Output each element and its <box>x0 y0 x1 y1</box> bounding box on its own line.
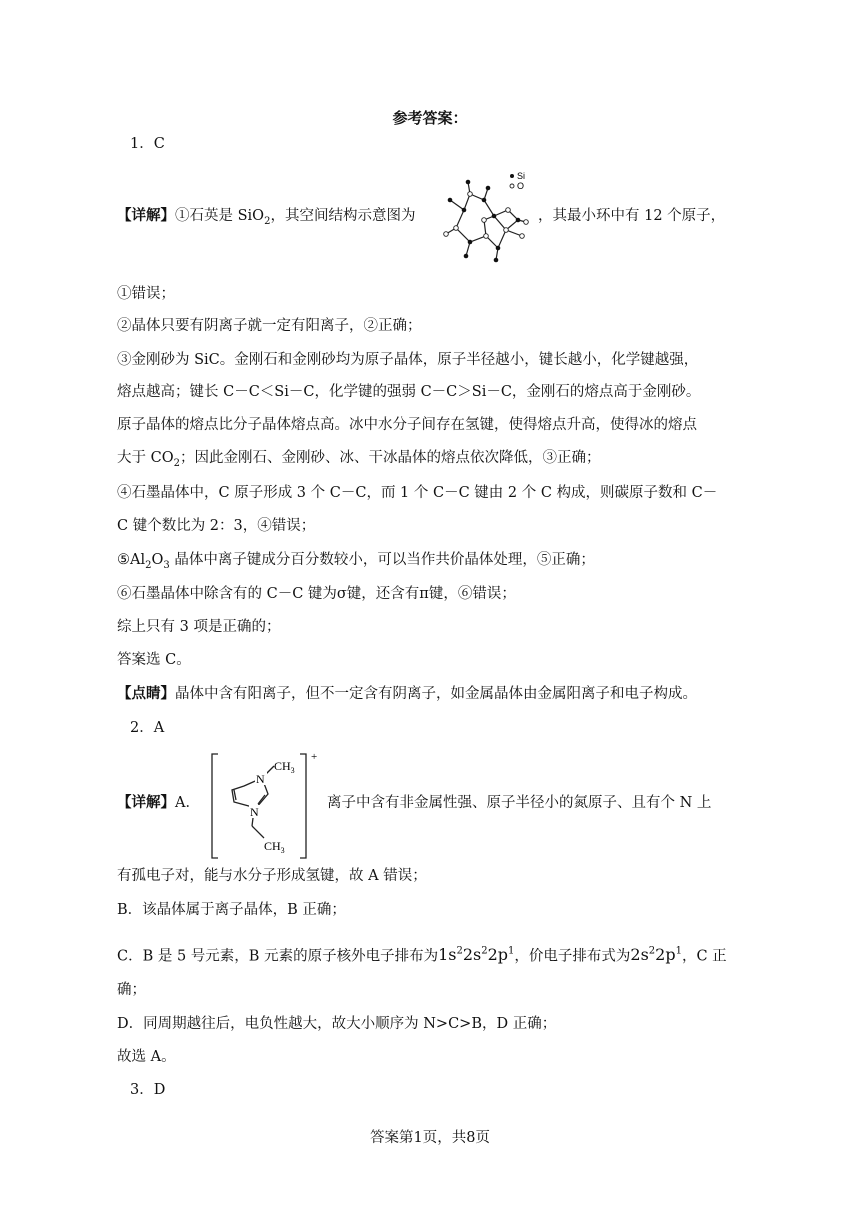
config-full: $1s^22s^22p^1$ <box>438 945 515 965</box>
q1-line-9b: O <box>151 552 164 568</box>
ion-n2-label: N <box>250 805 259 819</box>
page-footer: 答案第1页，共8页 <box>370 1130 490 1146</box>
q2-line-4: 确； <box>117 982 146 998</box>
q2-line-3b: ，价电子排布式为 <box>514 948 631 965</box>
q1-line-8: C 键个数比为 2：3，④错误； <box>117 518 316 534</box>
q1-line-1: ①错误； <box>117 286 175 302</box>
imidazolium-ion-structure <box>208 752 324 860</box>
legend-si: Si <box>517 171 526 181</box>
q2-detail-line <box>117 793 200 813</box>
q2-line-5: D．同周期越往后，电负性越大，故大小顺序为 N>C>B，D 正确； <box>117 1016 557 1032</box>
ion-ch3-bottom: $CH_3$ <box>264 839 285 855</box>
detail-label: 【详解】 <box>117 794 175 811</box>
q2-line-3c: ，C 正 <box>681 948 727 965</box>
q2-line-3 <box>117 942 727 966</box>
q2-line-2: B．该晶体属于离子晶体，B 正确； <box>117 902 346 918</box>
q1-line-9sub2: 3 <box>163 559 170 571</box>
q2-line-3a: C．B 是 5 号元素，B 元素的原子核外电子排布为 <box>117 948 439 965</box>
note-label: 【点睛】 <box>117 685 175 702</box>
q2-answer: 2．A <box>130 720 165 736</box>
q1-line-12: 答案选 C。 <box>117 652 191 668</box>
ion-ch3-top: $CH_3$ <box>274 759 295 775</box>
ion-charge: + <box>311 752 318 763</box>
q1-line-6sub: 2 <box>173 457 180 469</box>
q1-line-11: 综上只有 3 项是正确的； <box>117 619 281 635</box>
page-title: 参考答案： <box>392 109 468 127</box>
q1-line-10: ⑥石墨晶体中除含有的 C－C 键为σ键，还含有π键，⑥错误； <box>117 586 516 602</box>
q2-detail-text: 离子中含有非金属性强、原子半径小的氮原子、且有个 N 上 <box>327 795 712 811</box>
sio2-structure-diagram <box>440 170 530 265</box>
q1-line-3: ③金刚砂为 SiC。金刚石和金刚砂均为原子晶体，原子半径越小，键长越小，化学键越强， <box>117 352 699 368</box>
q1-line-6 <box>117 448 600 474</box>
q1-note-text: 晶体中含有阳离子，但不一定含有阴离子，如金属晶体由金属阳离子和电子构成。 <box>175 686 697 702</box>
q1-line-6b: ；因此金刚石、金刚砂、冰、干冰晶体的熔点依次降低，③正确； <box>179 450 601 466</box>
ion-n1-label: N <box>256 772 265 786</box>
q3-answer: 3．D <box>130 1082 166 1098</box>
q1-detail-text-b: ，其空间结构示意图为 <box>270 208 416 224</box>
config-valence: $2s^22p^1$ <box>630 945 682 965</box>
detail-label: 【详解】 <box>117 207 175 224</box>
q1-answer: 1．C <box>130 136 165 152</box>
q1-line-7: ④石墨晶体中，C 原子形成 3 个 C－C，而 1 个 C－C 键由 2 个 C 构成，则碳原子数和 C－ <box>117 485 718 501</box>
q1-line-2: ②晶体只要有阴离子就一定有阳离子，②正确； <box>117 318 422 334</box>
q2-line-1: 有孤电子对，能与水分子形成氢键，故 A 错误； <box>117 868 427 884</box>
q1-line-4: 熔点越高；键长 C－C＜Si－C，化学键的强弱 C－C＞Si－C，金刚石的熔点高于金刚砂。 <box>117 384 701 400</box>
q1-line-9a: ⑤Al <box>117 552 146 568</box>
q1-line-9 <box>117 550 595 576</box>
q1-detail-line-end: ，其最小环中有 12 个原子， <box>538 208 726 224</box>
q1-detail-sub: 2 <box>264 215 271 227</box>
q1-detail-line <box>117 206 415 232</box>
q1-detail-text-a: ①石英是 SiO <box>175 208 265 224</box>
q2-detail-a: A． <box>175 795 200 811</box>
q1-line-5: 原子晶体的熔点比分子晶体熔点高。冰中水分子间存在氢键，使得熔点升高，使得冰的熔点 <box>117 417 697 433</box>
q2-line-6: 故选 A。 <box>117 1049 176 1065</box>
q1-line-9sub1: 2 <box>145 559 152 571</box>
legend-o: O <box>517 181 525 191</box>
q1-note <box>117 684 697 704</box>
q1-line-9c: 晶体中离子键成分百分数较小，可以当作共价晶体处理，⑤正确； <box>169 552 595 568</box>
q1-line-6a: 大于 CO <box>117 450 174 466</box>
